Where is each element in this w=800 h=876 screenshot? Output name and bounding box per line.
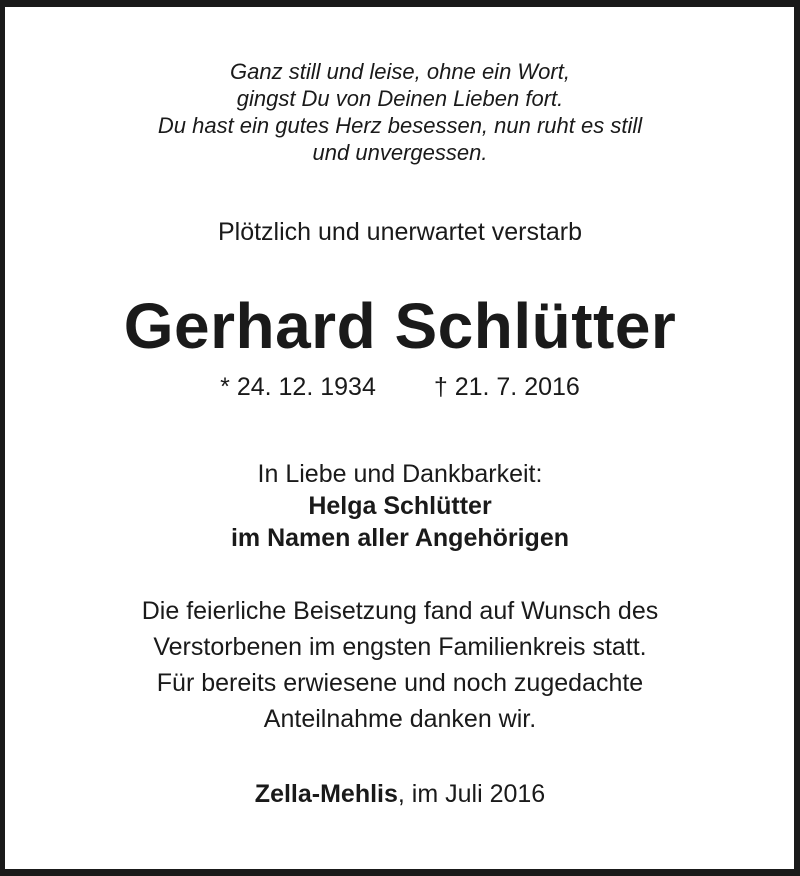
on-behalf-line: im Namen aller Angehörigen xyxy=(230,524,570,552)
death-date: † 21. 7. 2016 xyxy=(433,373,580,401)
thanks-line: In Liebe und Dankbarkeit: xyxy=(257,460,543,488)
funeral-line: Die feierliche Beisetzung fand auf Wunsch des xyxy=(141,597,659,625)
poem-line: gingst Du von Deinen Lieben fort. xyxy=(236,86,564,111)
funeral-line: Anteilnahme danken wir. xyxy=(263,705,537,733)
funeral-notice xyxy=(0,593,800,737)
death-announcement-intro: Plötzlich und unerwartet verstarb xyxy=(217,218,583,246)
poem-line: und unvergessen. xyxy=(312,140,488,165)
mourner-name: Helga Schlütter xyxy=(308,492,492,520)
birth-date: * 24. 12. 1934 xyxy=(220,373,376,401)
deceased-name: Gerhard Schlütter xyxy=(123,290,677,362)
town-name: Zella-Mehlis xyxy=(254,780,398,808)
funeral-line: Für bereits erwiesene und noch zugedachte xyxy=(156,669,644,697)
funeral-line: Verstorbenen im engsten Familienkreis statt. xyxy=(153,633,647,661)
notice-date: , im Juli 2016 xyxy=(397,780,546,808)
mourners-section xyxy=(0,458,800,554)
poem-line: Du hast ein gutes Herz besessen, nun ruht es still xyxy=(157,113,643,138)
memorial-poem xyxy=(0,58,800,166)
place-and-date xyxy=(0,778,800,810)
life-dates xyxy=(0,371,800,403)
poem-line: Ganz still und leise, ohne ein Wort, xyxy=(230,59,570,84)
